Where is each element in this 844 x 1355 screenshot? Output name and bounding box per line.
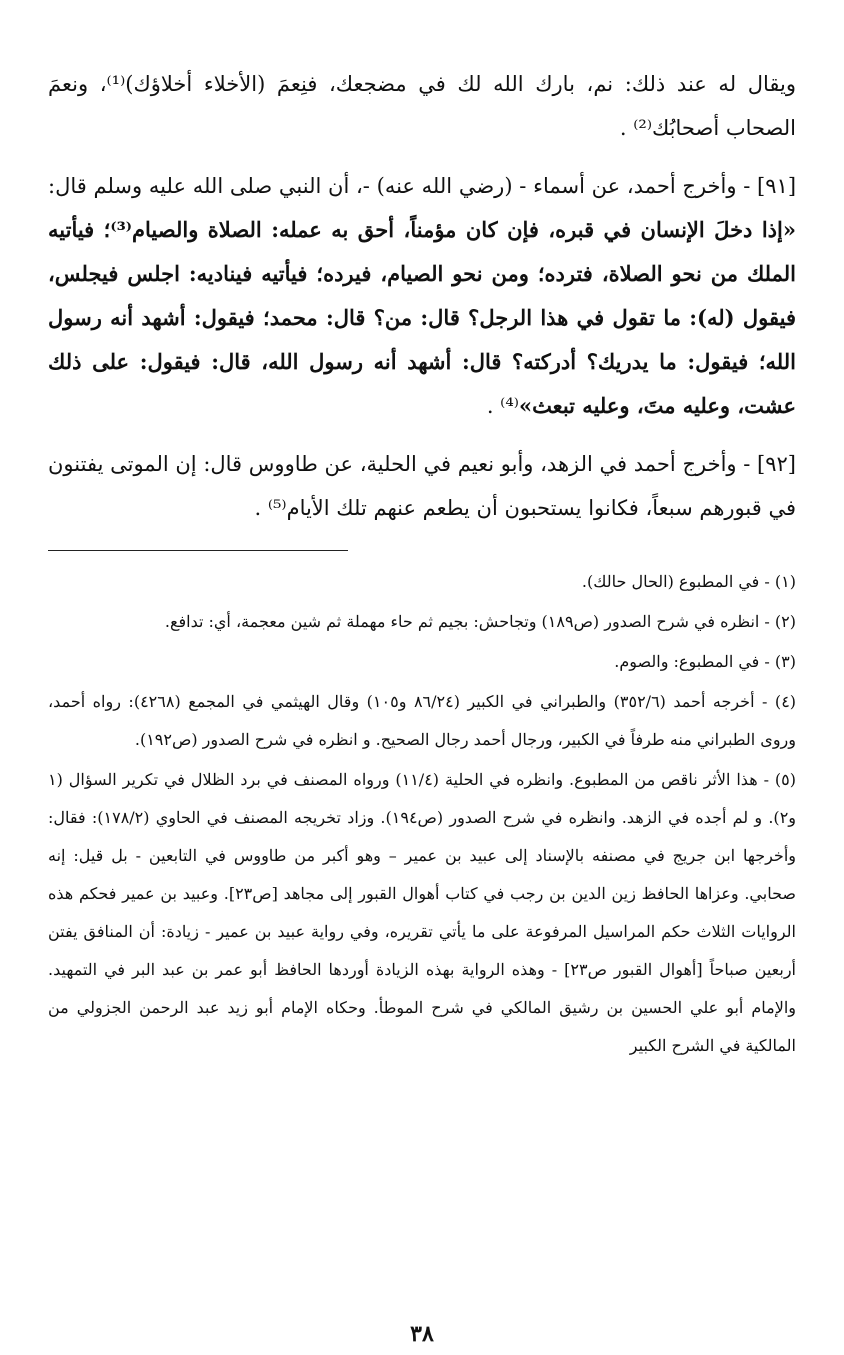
footnotes xyxy=(48,563,796,1065)
paragraph-92: [٩٢] - وأخرج أحمد في الزهد، وأبو نعيم في الحلية، عن طاووس قال: إن الموتى يفتنون في قبورهم سبعاً، فكانوا يستحبون أن يطعم عنهم تلك الأيام⁽⁵⁾ . xyxy=(48,452,796,520)
footnote-3: (٣) - في المطبوع: والصوم. xyxy=(614,652,796,671)
hadith-quote: «إذا دخلَ الإنسان في قبره، فإن كان مؤمناً، أحق به عمله: الصلاة والصيام⁽³⁾؛ فيأتيه الملك من نحو الصلاة، فترده؛ ومن نحو الصيام، فيرده؛ فيأتيه فيناديه: اجلس فيجلس، فيقول (له): ما تقول في هذا الرجل؟ قال: من؟ قال: محمد؛ فيقول: أشهد أنه رسول الله؛ فيقول: ما يدريك؟ أدركته؟ قال: أشهد أنه رسول الله، قال: فيقول: على ذلك عشت، وعليه متَ، وعليه تبعث» xyxy=(48,217,796,418)
hadith-intro: [٩١] - وأخرج أحمد، عن أسماء - (رضي الله عنه) -، أن النبي صلى الله عليه وسلم قال: xyxy=(48,174,797,198)
paragraph-1: ويقال له عند ذلك: نم، بارك الله لك في مضجعك، فنِعمَ (الأخلاء أخلاؤك)⁽¹⁾، ونعمَ الصحاب أصحابُك⁽²⁾ . xyxy=(48,72,796,140)
main-text xyxy=(48,62,796,530)
page-number: ٣٨ xyxy=(410,1321,434,1347)
footnote-divider xyxy=(48,550,348,551)
paragraph-91 xyxy=(48,164,796,428)
hadith-end: ⁽⁴⁾ . xyxy=(486,394,519,418)
footnote-1: (١) - في المطبوع (الحال حالك). xyxy=(581,572,796,591)
footnote-5: (٥) - هذا الأثر ناقص من المطبوع. وانظره في الحلية (١١/٤) ورواه المصنف في برد الظلال في تكرير السؤال (١ و٢). و لم أجده في الزهد. وانظره في شرح الصدور (ص١٩٤). وزاد تخريجه المصنف في الحاوي (١٧٨/٢): فقال: وأخرجها ابن جريج في مصنفه بالإسناد إلى عبيد بن عمير – وهو أكبر من طاووس في التابعين - بل قيل: إنه صحابي. وعزاها الحافظ زين الدين بن رجب في كتاب أهوال القبور إلى مجاهد [ص٢٣]. وعبيد بن عمير فحكم هذه الروايات الثلاث حكم المراسيل المرفوعة على ما يأتي تقريره، وفي رواية عبيد بن عمير - زيادة: أن المنافق يفتن أربعين صباحاً [أهوال القبور ص٢٣] - وهذه الرواية بهذه الزيادة أوردها الحافظ أبو عمر بن عبد البر في التمهيد. والإمام أبو علي الحسين بن رشيق المالكي في شرح الموطأ. وحكاه الإمام أبو زيد عبد الرحمن الجزولي من المالكية في الشرح الكبير xyxy=(48,770,797,1055)
footnote-2: (٢) - انظره في شرح الصدور (ص١٨٩) وتجاحش: بجيم ثم حاء مهملة ثم شين معجمة، أي: تدافع. xyxy=(164,612,796,631)
footnote-4: (٤) - أخرجه أحمد (٣٥٢/٦) والطبراني في الكبير (٨٦/٢٤ و١٠٥) وقال الهيثمي في المجمع (٤٢٦٨): رواه أحمد، وروى الطبراني منه طرفاً في الكبير، ورجال أحمد رجال الصحيح. و انظره في شرح الصدور (ص١٩٢). xyxy=(48,692,797,749)
